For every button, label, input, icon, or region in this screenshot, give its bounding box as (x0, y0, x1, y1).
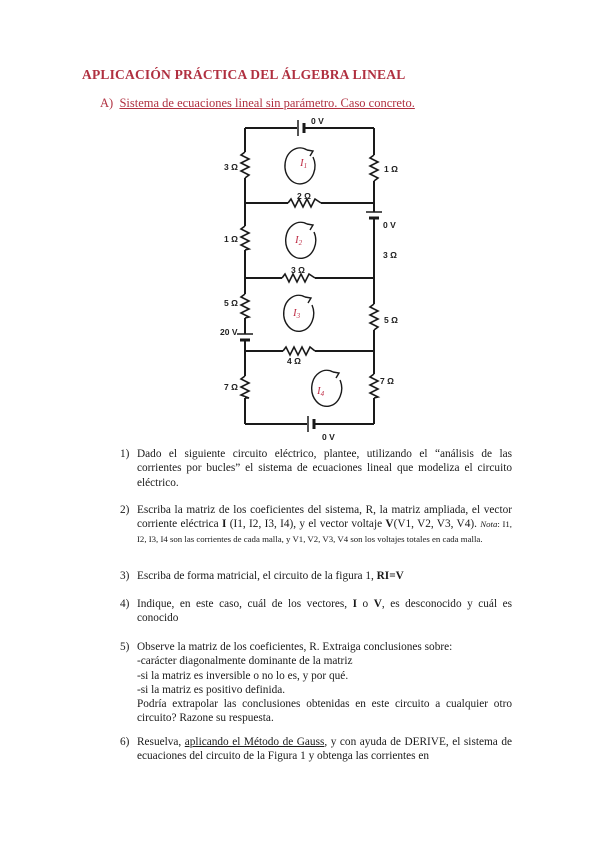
voltage-left-label: 20 V (220, 327, 238, 337)
question-6-number: 6) (120, 736, 130, 748)
resistor-left-4-label: 7 Ω (224, 382, 238, 392)
resistor-right-1-label: 1 Ω (384, 164, 398, 174)
document-title: APLICACIÓN PRÁCTICA DEL ÁLGEBRA LINEAL (82, 67, 406, 82)
loop-3-arrowhead-icon (305, 297, 311, 303)
resistor-mid-2-label: 3 Ω (291, 265, 305, 275)
question-4-number: 4) (120, 598, 130, 610)
loop-2-label: I2 (295, 234, 303, 247)
question-1-number: 1) (120, 448, 130, 460)
question-2-note: Nota: I1, I2, I3, I4 son las corrientes de cada malla, y V1, V2, V3, V4 son los voltajes totales en cada malla. (137, 519, 513, 544)
resistor-left-4-icon (241, 376, 249, 398)
loop-4-arrowhead-icon (333, 372, 339, 378)
voltage-top-label: 0 V (311, 116, 324, 126)
resistor-left-3-label: 5 Ω (224, 298, 238, 308)
battery-icons (237, 120, 382, 432)
resistor-right-4-icon (370, 374, 378, 398)
resistor-mid-3-icon (283, 347, 315, 355)
loop-2-arrowhead-icon (307, 224, 313, 230)
resistor-mid-1-label: 2 Ω (297, 191, 311, 201)
question-1 (120, 447, 512, 490)
voltage-right-label: 0 V (383, 220, 396, 230)
resistor-left-1-label: 3 Ω (224, 162, 238, 172)
resistor-left-3-icon (241, 294, 249, 318)
loop-4-label: I4 (317, 385, 325, 398)
resistor-right-4-label: 7 Ω (380, 376, 394, 386)
question-5-number: 5) (120, 641, 130, 653)
question-2 (120, 503, 512, 546)
loop-3-label: I3 (293, 307, 301, 320)
resistor-right-3-label: 5 Ω (384, 315, 398, 325)
resistor-right-3-icon (370, 304, 378, 330)
question-4-text: Indique, en este caso, cuál de los vectores, I o V, es desconocido y cuál es conocido (137, 598, 513, 625)
resistor-right-2-label: 3 Ω (383, 250, 397, 260)
question-5 (120, 640, 512, 726)
loop-1-label: I1 (300, 157, 308, 170)
question-1-text: Dado el siguiente circuito eléctrico, plantee, utilizando el “análisis de las corrientes por bucles” el sistema de ecuaciones lineal que modeliza el circuito eléctrico. (137, 448, 512, 489)
resistor-left-2-label: 1 Ω (224, 234, 238, 244)
loop-1-arrowhead-icon (307, 150, 313, 156)
section-letter: A) (100, 96, 114, 110)
resistor-mid-3-label: 4 Ω (287, 356, 301, 366)
question-6-text: Resuelva, aplicando el Método de Gauss, y con ayuda de DERIVE, el sistema de ecuaciones del circuito de la Figura 1 y obtenga las corrientes en (137, 736, 512, 763)
question-4 (120, 597, 512, 626)
question-2-number: 2) (120, 504, 130, 516)
question-3-text: Escriba de forma matricial, el circuito de la figura 1, RI=V (137, 570, 404, 582)
voltage-bottom-label: 0 V (322, 432, 335, 442)
question-2-text: Escriba la matriz de los coeficientes del sistema, R, la matriz ampliada, el vector corriente eléctrica I (I1, I2, I3, I4), y el vector voltaje V(V1, V2, V3, V4). Nota: I1, I2, I3, I4 son las corrientes de cada malla, y V1, V2, V3, V4 son los voltajes totales en cada malla. (137, 504, 513, 544)
resistor-left-2-icon (241, 226, 249, 250)
section-title: Sistema de ecuaciones lineal sin parámetro. Caso concreto. (119, 96, 415, 110)
question-3-number: 3) (120, 570, 130, 582)
resistor-icons (241, 152, 378, 398)
question-5-text: Observe la matriz de los coeficientes, R. Extraiga conclusiones sobre: -carácter diagonalmente dominante de la matriz -si la matriz es inversible o no lo es, y por qué. -si la matriz es positivo definida. Podría extrapolar las conclusiones obtenidas en este circuito a cualquier otro circuito? Razone su respuesta. (137, 641, 512, 725)
resistor-left-1-icon (241, 152, 249, 178)
resistor-right-1-icon (370, 155, 378, 181)
resistor-mid-2-icon (282, 274, 315, 282)
question-6 (120, 735, 512, 764)
circuit-wires (245, 128, 374, 424)
question-3 (120, 569, 512, 583)
